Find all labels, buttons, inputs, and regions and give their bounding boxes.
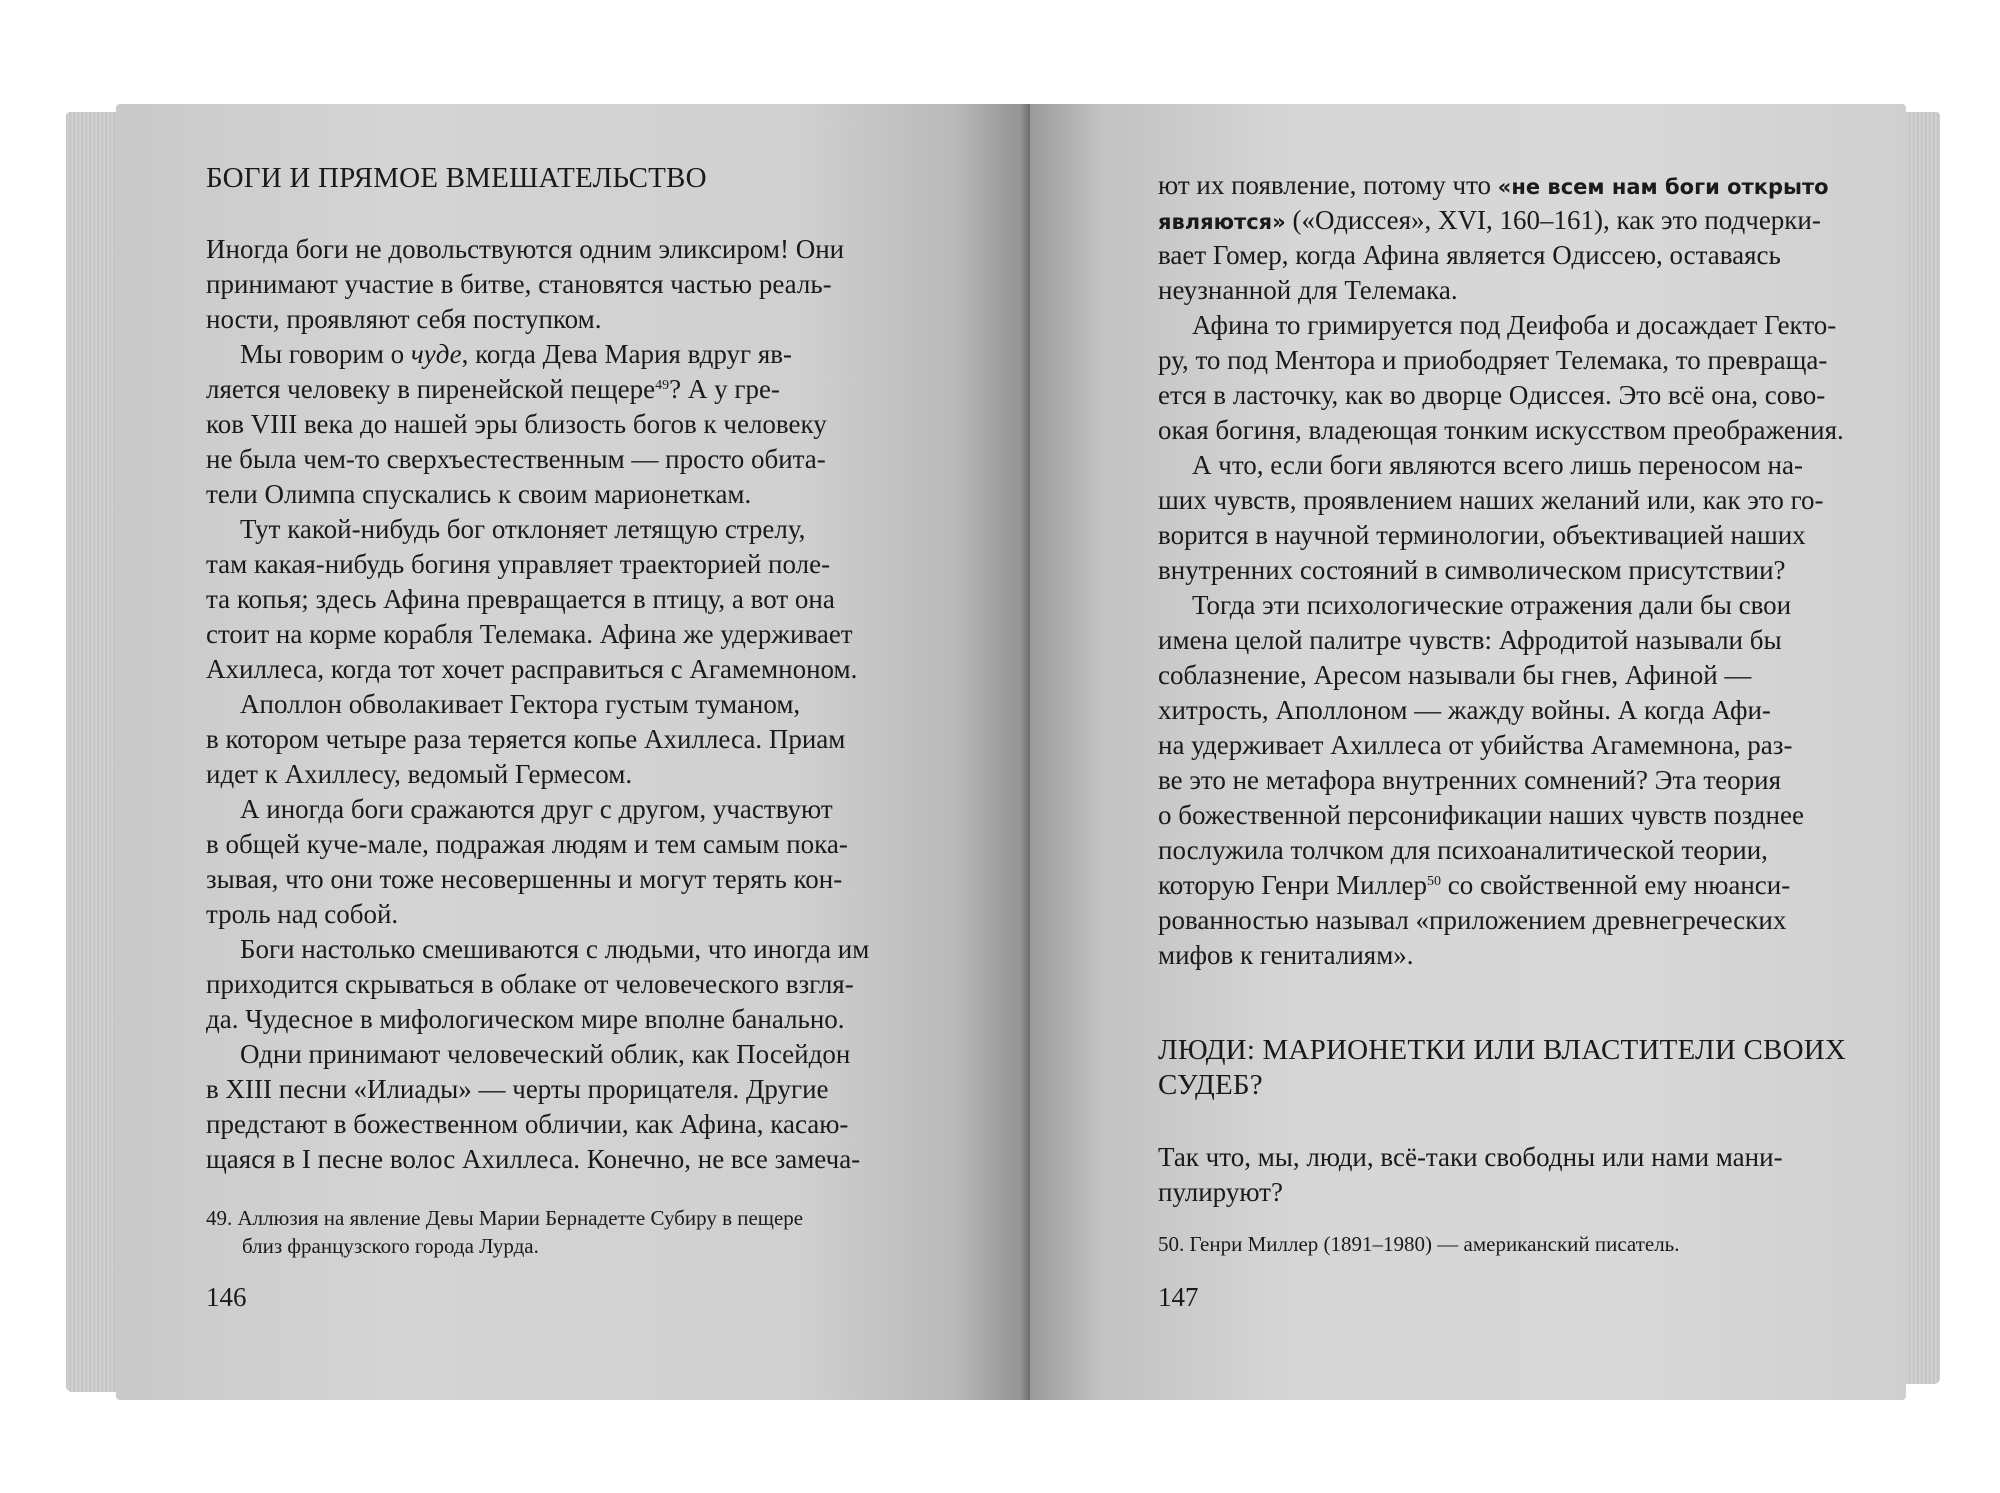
text-line: ворится в научной терминологии, объективацией наших [1158, 520, 1806, 550]
text-line: окая богиня, владеющая тонким искусством преображения. [1158, 415, 1844, 445]
footnote-49-cont: близ французского города Лурда. [242, 1234, 539, 1258]
text-line: Одни принимают человеческий облик, как Посейдон [240, 1039, 851, 1069]
text-line: предстают в божественном обличии, как Афина, касаю- [206, 1109, 849, 1139]
text-line: А что, если боги являются всего лишь переносом на- [1192, 450, 1803, 480]
section-heading-line1: ЛЮДИ: МАРИОНЕТКИ ИЛИ ВЛАСТИТЕЛИ СВОИХ [1158, 1034, 1847, 1066]
text-line: А иногда боги сражаются друг с другом, участвуют [240, 794, 833, 824]
left-page-heading: БОГИ И ПРЯМОЕ ВМЕШАТЕЛЬСТВО [206, 162, 707, 194]
footnote-50: 50. Генри Миллер (1891–1980) — американский писатель. [1158, 1232, 1680, 1256]
text-line: Аполлон обволакивает Гектора густым туманом, [240, 689, 801, 719]
text-line: внутренних состояний в символическом присутствии? [1158, 555, 1786, 585]
text-line: ших чувств, проявлением наших желаний или, как это го- [1158, 485, 1824, 515]
footnote-ref: 50 [1426, 874, 1441, 889]
text-line: щаяся в I песне волос Ахиллеса. Конечно, не все замеча- [206, 1144, 861, 1174]
text-line: являются» («Одиссея», XVI, 160–161), как это подчерки- [1158, 205, 1821, 235]
text-line: троль над собой. [206, 899, 399, 929]
text-line: зывая, что они тоже несовершенны и могут терять кон- [206, 864, 843, 894]
text-line: да. Чудесное в мифологическом мире вполне банально. [206, 1004, 845, 1034]
text-line: в XIII песни «Илиады» — черты прорицателя. Другие [206, 1074, 829, 1104]
text-line: на удерживает Ахиллеса от убийства Агамемнона, раз- [1158, 730, 1793, 760]
text-line: Боги настолько смешиваются с людьми, что иногда им [240, 934, 870, 964]
footnote-49: 49. Аллюзия на явление Девы Марии Бернадетте Субиру в пещере [206, 1206, 804, 1230]
right-page [1030, 104, 1906, 1400]
text-line: ют их появление, потому что «не всем нам боги открыто [1158, 170, 1829, 200]
text-line: соблазнение, Аресом называли бы гнев, Афиной — [1158, 660, 1752, 690]
text-line: приходится скрываться в облаке от человеческого взгля- [206, 969, 854, 999]
text-line: неузнанной для Телемака. [1158, 275, 1458, 305]
text-line: ности, проявляют себя поступком. [206, 304, 602, 334]
text-line: там какая-нибудь богиня управляет траекторией поле- [206, 549, 831, 579]
text-line: не была чем-то сверхъестественным — просто обита- [206, 444, 826, 474]
text-line: ру, то под Ментора и приободряет Телемака, то превраща- [1158, 345, 1828, 375]
text-line: Мы говорим о чуде, когда Дева Мария вдруг яв- [240, 339, 793, 369]
text-line: принимают участие в битве, становятся частью реаль- [206, 269, 832, 299]
text-line: мифов к гениталиям». [1158, 940, 1414, 970]
section-heading-line2: СУДЕБ? [1158, 1069, 1263, 1101]
text-line: в общей куче-мале, подражая людям и тем самым пока- [206, 829, 848, 859]
text-line: Так что, мы, люди, всё-таки свободны или нами мани- [1158, 1142, 1783, 1172]
text-line: ве это не метафора внутренних сомнений? Эта теория [1158, 765, 1782, 795]
text-line: имена целой палитре чувств: Афродитой называли бы [1158, 625, 1782, 655]
footnote-ref: 49 [655, 378, 670, 393]
text-line: хитрость, Аполлоном — жажду войны. А когда Афи- [1158, 695, 1771, 725]
text-line: ется в ласточку, как во дворце Одиссея. Это всё она, сово- [1158, 380, 1826, 410]
text-line: пулируют? [1158, 1177, 1283, 1207]
text-line: вает Гомер, когда Афина является Одиссею, оставаясь [1158, 240, 1781, 270]
text-line: Тут какой-нибудь бог отклоняет летящую стрелу, [240, 514, 806, 544]
text-line: Тогда эти психологические отражения дали бы свои [1192, 590, 1792, 620]
text-line: в котором четыре раза теряется копье Ахиллеса. Приам [206, 724, 846, 754]
text-line: ляется человеку в пиренейской пещере$^{49}$? А у гре- [206, 374, 780, 404]
text-line: та копья; здесь Афина превращается в птицу, а вот она [206, 584, 835, 614]
text-line: о божественной персонификации наших чувств позднее [1158, 800, 1804, 830]
text-line: послужила толчком для психоаналитической теории, [1158, 835, 1768, 865]
text-line: стоит на корме корабля Телемака. Афина же удерживает [206, 619, 853, 649]
text-line: Иногда боги не довольствуются одним эликсиром! Они [206, 234, 845, 264]
text-line: Ахиллеса, когда тот хочет расправиться с Агамемноном. [206, 654, 858, 684]
left-page [116, 104, 1028, 1400]
text-line: которую Генри Миллер$^{50}$ со свойственной ему нюанси- [1158, 870, 1791, 900]
text-line: идет к Ахиллесу, ведомый Гермесом. [206, 759, 633, 789]
text-line: Афина то гримируется под Деифоба и досаждает Гекто- [1192, 310, 1837, 340]
page-number: 147 [1158, 1282, 1199, 1312]
page-number: 146 [206, 1282, 247, 1312]
text-line: рованностью называл «приложением древнегреческих [1158, 905, 1787, 935]
text-line: тели Олимпа спускались к своим марионеткам. [206, 479, 752, 509]
text-line: ков VIII века до нашей эры близость богов к человеку [206, 409, 827, 439]
